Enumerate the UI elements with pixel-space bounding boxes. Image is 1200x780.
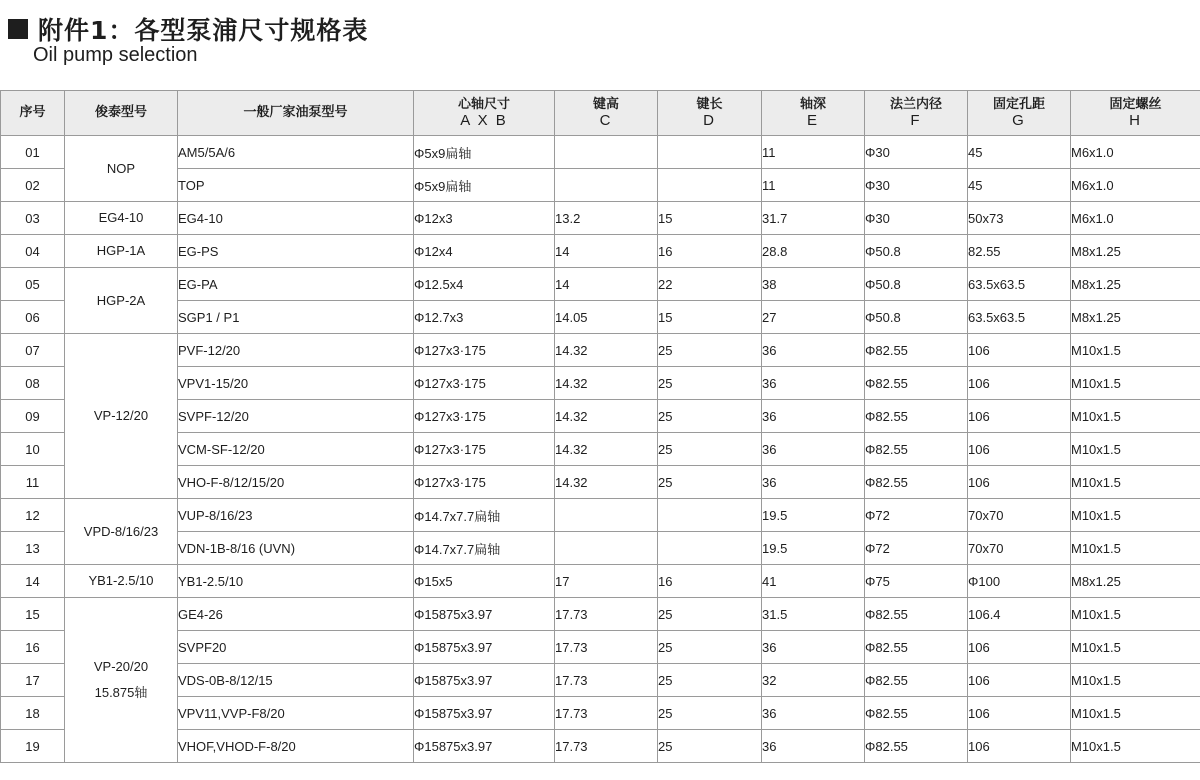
juntai-model: VP-12/20 bbox=[93, 408, 149, 423]
hole-spacing: 106.4 bbox=[968, 598, 1071, 631]
column-header-letter: C bbox=[599, 112, 613, 129]
pump-model: VPV11,VVP-F8/20 bbox=[178, 697, 414, 730]
row-number: 12 bbox=[1, 499, 65, 532]
row-number: 13 bbox=[1, 532, 65, 565]
flange-diameter: Φ82.55 bbox=[865, 697, 968, 730]
hole-spacing: 70x70 bbox=[968, 499, 1071, 532]
fixing-screw: M10x1.5 bbox=[1071, 532, 1200, 565]
flange-diameter: Φ82.55 bbox=[865, 730, 968, 763]
fixing-screw: M6x1.0 bbox=[1071, 169, 1200, 202]
shaft-size: Φ15x5 bbox=[414, 565, 555, 598]
juntai-model-cell bbox=[65, 565, 178, 598]
table-row bbox=[1, 631, 1200, 664]
fixing-screw: M10x1.5 bbox=[1071, 367, 1200, 400]
juntai-model: EG4-10 bbox=[98, 210, 144, 225]
table-row bbox=[1, 565, 1200, 598]
page-subtitle: Oil pump selection bbox=[33, 44, 198, 66]
row-number: 07 bbox=[1, 334, 65, 367]
shaft-size: Φ15875x3.97 bbox=[414, 631, 555, 664]
juntai-model: 15.875轴 bbox=[94, 685, 148, 700]
table-row bbox=[1, 433, 1200, 466]
flange-diameter: Φ82.55 bbox=[865, 400, 968, 433]
column-header-label: 一般厂家油泵型号 bbox=[243, 105, 348, 120]
row-number: 06 bbox=[1, 301, 65, 334]
column-header-model bbox=[65, 91, 178, 136]
key-height: 17.73 bbox=[555, 697, 658, 730]
column-header-label: 轴深 bbox=[799, 97, 826, 112]
flange-diameter: Φ30 bbox=[865, 136, 968, 169]
table-row bbox=[1, 334, 1200, 367]
column-header-label: 法兰内径 bbox=[889, 97, 942, 112]
juntai-model: HGP-1A bbox=[96, 243, 146, 258]
key-height: 17.73 bbox=[555, 664, 658, 697]
key-length: 25 bbox=[658, 400, 762, 433]
shaft-depth: 28.8 bbox=[762, 235, 865, 268]
juntai-model-cell bbox=[65, 268, 178, 334]
shaft-size: Φ127x3·175 bbox=[414, 433, 555, 466]
juntai-model: VPD-8/16/23 bbox=[83, 523, 159, 539]
table-row bbox=[1, 268, 1200, 301]
column-header-label: 俊泰型号 bbox=[94, 105, 147, 120]
flange-diameter: Φ82.55 bbox=[865, 664, 968, 697]
row-number: 11 bbox=[1, 466, 65, 499]
title-row bbox=[8, 12, 368, 46]
pump-model: VHO-F-8/12/15/20 bbox=[178, 466, 414, 499]
hole-spacing: 106 bbox=[968, 466, 1071, 499]
shaft-size: Φ127x3·175 bbox=[414, 400, 555, 433]
row-number: 04 bbox=[1, 235, 65, 268]
juntai-model: VP-20/20 bbox=[93, 659, 149, 674]
fixing-screw: M10x1.5 bbox=[1071, 697, 1200, 730]
shaft-depth: 11 bbox=[762, 136, 865, 169]
table-row bbox=[1, 301, 1200, 334]
hole-spacing: 106 bbox=[968, 631, 1071, 664]
column-header-label: 心轴尺寸 bbox=[457, 97, 510, 112]
column-header-g bbox=[968, 91, 1071, 136]
key-height bbox=[555, 499, 658, 532]
fixing-screw: M10x1.5 bbox=[1071, 499, 1200, 532]
column-header-no bbox=[1, 91, 65, 136]
column-header-label: 序号 bbox=[19, 105, 46, 120]
flange-diameter: Φ82.55 bbox=[865, 367, 968, 400]
shaft-size: Φ15875x3.97 bbox=[414, 697, 555, 730]
table-row bbox=[1, 466, 1200, 499]
column-header-f bbox=[865, 91, 968, 136]
juntai-model-cell bbox=[65, 499, 178, 565]
key-length bbox=[658, 169, 762, 202]
flange-diameter: Φ82.55 bbox=[865, 631, 968, 664]
hole-spacing: 106 bbox=[968, 433, 1071, 466]
key-height: 14.05 bbox=[555, 301, 658, 334]
pump-model: EG-PA bbox=[178, 268, 414, 301]
row-number: 01 bbox=[1, 136, 65, 169]
key-height: 14.32 bbox=[555, 400, 658, 433]
key-length bbox=[658, 532, 762, 565]
key-length: 25 bbox=[658, 433, 762, 466]
flange-diameter: Φ82.55 bbox=[865, 466, 968, 499]
key-length: 25 bbox=[658, 334, 762, 367]
juntai-model: HGP-2A bbox=[96, 292, 146, 308]
table-row bbox=[1, 136, 1200, 169]
shaft-size: Φ127x3·175 bbox=[414, 334, 555, 367]
shaft-depth: 36 bbox=[762, 631, 865, 664]
column-header-label: 固定螺丝 bbox=[1109, 97, 1162, 112]
hole-spacing: 82.55 bbox=[968, 235, 1071, 268]
flange-diameter: Φ72 bbox=[865, 499, 968, 532]
pump-model: GE4-26 bbox=[178, 598, 414, 631]
hole-spacing: 50x73 bbox=[968, 202, 1071, 235]
shaft-size: Φ15875x3.97 bbox=[414, 598, 555, 631]
key-height: 17.73 bbox=[555, 730, 658, 763]
pump-model: SGP1 / P1 bbox=[178, 301, 414, 334]
hole-spacing: 45 bbox=[968, 136, 1071, 169]
key-length: 16 bbox=[658, 565, 762, 598]
key-length: 25 bbox=[658, 697, 762, 730]
key-length: 25 bbox=[658, 631, 762, 664]
column-header-letter: E bbox=[806, 112, 819, 129]
key-length: 15 bbox=[658, 202, 762, 235]
flange-diameter: Φ82.55 bbox=[865, 433, 968, 466]
table-row bbox=[1, 202, 1200, 235]
juntai-model-cell bbox=[65, 235, 178, 268]
key-height bbox=[555, 136, 658, 169]
shaft-size: Φ127x3·175 bbox=[414, 466, 555, 499]
shaft-depth: 36 bbox=[762, 400, 865, 433]
pump-model: YB1-2.5/10 bbox=[178, 565, 414, 598]
row-number: 09 bbox=[1, 400, 65, 433]
juntai-model-cell bbox=[65, 202, 178, 235]
table-row bbox=[1, 400, 1200, 433]
pump-model: TOP bbox=[178, 169, 414, 202]
row-number: 16 bbox=[1, 631, 65, 664]
key-length: 15 bbox=[658, 301, 762, 334]
column-header-c bbox=[555, 91, 658, 136]
column-header-label: 键高 bbox=[592, 97, 619, 112]
shaft-depth: 38 bbox=[762, 268, 865, 301]
pump-model: VDN-1B-8/16 (UVN) bbox=[178, 532, 414, 565]
column-header-axb bbox=[414, 91, 555, 136]
row-number: 17 bbox=[1, 664, 65, 697]
pump-model: EG4-10 bbox=[178, 202, 414, 235]
fixing-screw: M8x1.25 bbox=[1071, 268, 1200, 301]
pump-model: VUP-8/16/23 bbox=[178, 499, 414, 532]
key-length: 25 bbox=[658, 730, 762, 763]
flange-diameter: Φ82.55 bbox=[865, 334, 968, 367]
hole-spacing: 106 bbox=[968, 664, 1071, 697]
shaft-size: Φ15875x3.97 bbox=[414, 730, 555, 763]
shaft-size: Φ5x9扁轴 bbox=[414, 136, 555, 169]
fixing-screw: M6x1.0 bbox=[1071, 202, 1200, 235]
shaft-size: Φ14.7x7.7扁轴 bbox=[414, 499, 555, 532]
hole-spacing: 106 bbox=[968, 334, 1071, 367]
juntai-model-cell bbox=[65, 334, 178, 499]
shaft-depth: 11 bbox=[762, 169, 865, 202]
column-header-h bbox=[1071, 91, 1200, 136]
row-number: 10 bbox=[1, 433, 65, 466]
hole-spacing: Φ100 bbox=[968, 565, 1071, 598]
column-header-label: 固定孔距 bbox=[992, 97, 1045, 112]
shaft-depth: 36 bbox=[762, 697, 865, 730]
hole-spacing: 63.5x63.5 bbox=[968, 268, 1071, 301]
column-header-letter: A X B bbox=[460, 112, 508, 129]
table-row bbox=[1, 664, 1200, 697]
row-number: 08 bbox=[1, 367, 65, 400]
hole-spacing: 106 bbox=[968, 730, 1071, 763]
column-header-label: 键长 bbox=[696, 97, 723, 112]
page-header bbox=[8, 12, 368, 72]
flange-diameter: Φ30 bbox=[865, 202, 968, 235]
key-height: 14 bbox=[555, 235, 658, 268]
shaft-depth: 27 bbox=[762, 301, 865, 334]
shaft-depth: 19.5 bbox=[762, 532, 865, 565]
shaft-size: Φ127x3·175 bbox=[414, 367, 555, 400]
table-row bbox=[1, 235, 1200, 268]
hole-spacing: 106 bbox=[968, 367, 1071, 400]
shaft-depth: 36 bbox=[762, 334, 865, 367]
key-length bbox=[658, 136, 762, 169]
pump-model: VDS-0B-8/12/15 bbox=[178, 664, 414, 697]
key-height: 14 bbox=[555, 268, 658, 301]
shaft-size: Φ5x9扁轴 bbox=[414, 169, 555, 202]
shaft-depth: 36 bbox=[762, 433, 865, 466]
flange-diameter: Φ75 bbox=[865, 565, 968, 598]
header-row bbox=[1, 91, 1200, 136]
table-row bbox=[1, 367, 1200, 400]
juntai-model-cell bbox=[65, 136, 178, 202]
key-length: 25 bbox=[658, 367, 762, 400]
key-length: 16 bbox=[658, 235, 762, 268]
shaft-depth: 31.7 bbox=[762, 202, 865, 235]
column-header-letter: F bbox=[910, 112, 922, 129]
pump-model: VHOF,VHOD-F-8/20 bbox=[178, 730, 414, 763]
flange-diameter: Φ72 bbox=[865, 532, 968, 565]
pump-model: AM5/5A/6 bbox=[178, 136, 414, 169]
table-header bbox=[1, 91, 1200, 136]
row-number: 15 bbox=[1, 598, 65, 631]
table-row bbox=[1, 730, 1200, 763]
flange-diameter: Φ50.8 bbox=[865, 301, 968, 334]
key-height: 14.32 bbox=[555, 466, 658, 499]
pump-spec-table bbox=[0, 90, 1200, 763]
table-body bbox=[1, 136, 1200, 763]
pump-model: SVPF-12/20 bbox=[178, 400, 414, 433]
row-number: 03 bbox=[1, 202, 65, 235]
key-height: 14.32 bbox=[555, 367, 658, 400]
key-length: 25 bbox=[658, 466, 762, 499]
shaft-depth: 41 bbox=[762, 565, 865, 598]
flange-diameter: Φ30 bbox=[865, 169, 968, 202]
shaft-depth: 32 bbox=[762, 664, 865, 697]
flange-diameter: Φ50.8 bbox=[865, 268, 968, 301]
square-bullet-icon bbox=[8, 19, 28, 39]
shaft-depth: 36 bbox=[762, 730, 865, 763]
key-length: 25 bbox=[658, 664, 762, 697]
shaft-size: Φ12x4 bbox=[414, 235, 555, 268]
fixing-screw: M10x1.5 bbox=[1071, 334, 1200, 367]
key-length: 22 bbox=[658, 268, 762, 301]
key-height: 17.73 bbox=[555, 631, 658, 664]
row-number: 19 bbox=[1, 730, 65, 763]
table-row bbox=[1, 169, 1200, 202]
pump-model: VPV1-15/20 bbox=[178, 367, 414, 400]
juntai-model: YB1-2.5/10 bbox=[88, 573, 154, 588]
juntai-model-cell bbox=[65, 598, 178, 763]
key-height: 13.2 bbox=[555, 202, 658, 235]
column-header-e bbox=[762, 91, 865, 136]
fixing-screw: M6x1.0 bbox=[1071, 136, 1200, 169]
column-header-d bbox=[658, 91, 762, 136]
shaft-size: Φ12.7x3 bbox=[414, 301, 555, 334]
row-number: 14 bbox=[1, 565, 65, 598]
table-row bbox=[1, 532, 1200, 565]
shaft-depth: 31.5 bbox=[762, 598, 865, 631]
key-length bbox=[658, 499, 762, 532]
page-title: 附件1：各型泵浦尺寸规格表 bbox=[38, 16, 369, 45]
fixing-screw: M10x1.5 bbox=[1071, 400, 1200, 433]
key-height: 14.32 bbox=[555, 334, 658, 367]
hole-spacing: 106 bbox=[968, 400, 1071, 433]
pump-model: SVPF20 bbox=[178, 631, 414, 664]
key-length: 25 bbox=[658, 598, 762, 631]
fixing-screw: M10x1.5 bbox=[1071, 598, 1200, 631]
fixing-screw: M8x1.25 bbox=[1071, 301, 1200, 334]
hole-spacing: 70x70 bbox=[968, 532, 1071, 565]
key-height: 14.32 bbox=[555, 433, 658, 466]
table-row bbox=[1, 697, 1200, 730]
fixing-screw: M10x1.5 bbox=[1071, 664, 1200, 697]
hole-spacing: 106 bbox=[968, 697, 1071, 730]
column-header-letter: D bbox=[703, 112, 716, 129]
hole-spacing: 45 bbox=[968, 169, 1071, 202]
shaft-size: Φ12.5x4 bbox=[414, 268, 555, 301]
flange-diameter: Φ50.8 bbox=[865, 235, 968, 268]
table-row bbox=[1, 499, 1200, 532]
shaft-size: Φ12x3 bbox=[414, 202, 555, 235]
fixing-screw: M10x1.5 bbox=[1071, 730, 1200, 763]
column-header-pump bbox=[178, 91, 414, 136]
key-height bbox=[555, 532, 658, 565]
fixing-screw: M10x1.5 bbox=[1071, 631, 1200, 664]
fixing-screw: M8x1.25 bbox=[1071, 565, 1200, 598]
pump-model: EG-PS bbox=[178, 235, 414, 268]
juntai-model: NOP bbox=[106, 160, 136, 176]
row-number: 02 bbox=[1, 169, 65, 202]
fixing-screw: M10x1.5 bbox=[1071, 466, 1200, 499]
column-header-letter: G bbox=[1012, 112, 1026, 129]
row-number: 05 bbox=[1, 268, 65, 301]
shaft-size: Φ15875x3.97 bbox=[414, 664, 555, 697]
fixing-screw: M8x1.25 bbox=[1071, 235, 1200, 268]
pump-model: PVF-12/20 bbox=[178, 334, 414, 367]
shaft-depth: 36 bbox=[762, 367, 865, 400]
key-height: 17 bbox=[555, 565, 658, 598]
table-row bbox=[1, 598, 1200, 631]
key-height: 17.73 bbox=[555, 598, 658, 631]
flange-diameter: Φ82.55 bbox=[865, 598, 968, 631]
pump-model: VCM-SF-12/20 bbox=[178, 433, 414, 466]
row-number: 18 bbox=[1, 697, 65, 730]
column-header-letter: H bbox=[1129, 112, 1142, 129]
fixing-screw: M10x1.5 bbox=[1071, 433, 1200, 466]
hole-spacing: 63.5x63.5 bbox=[968, 301, 1071, 334]
shaft-depth: 36 bbox=[762, 466, 865, 499]
key-height bbox=[555, 169, 658, 202]
shaft-size: Φ14.7x7.7扁轴 bbox=[414, 532, 555, 565]
shaft-depth: 19.5 bbox=[762, 499, 865, 532]
